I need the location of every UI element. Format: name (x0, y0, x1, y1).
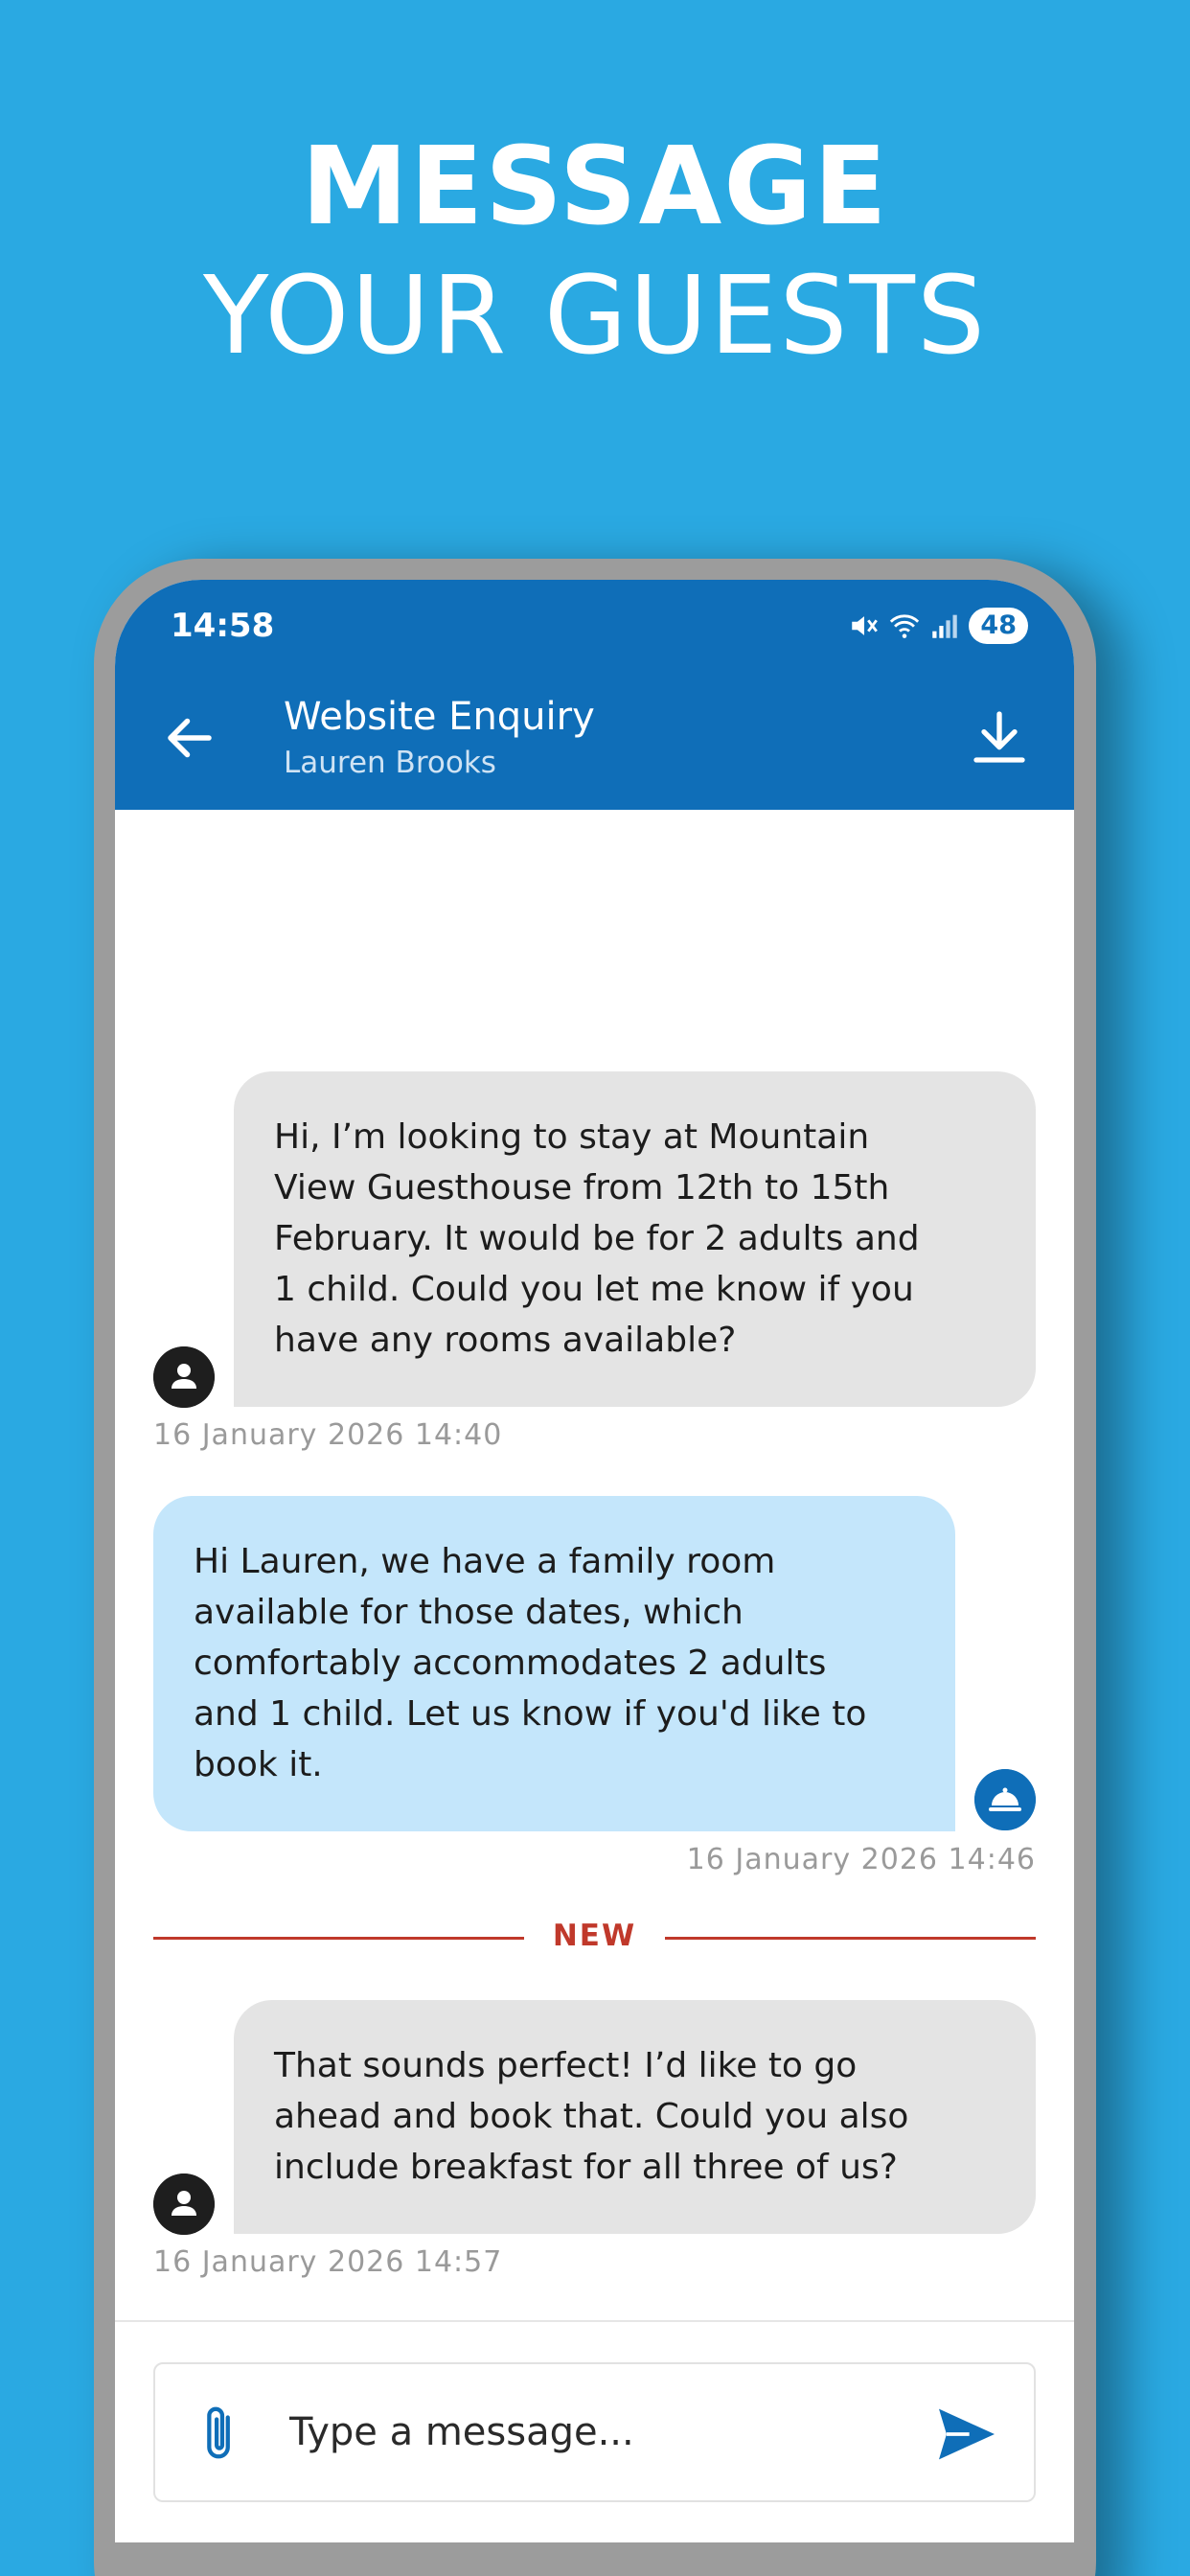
message-bubble-incoming[interactable] (234, 2000, 1036, 2234)
back-arrow-icon[interactable] (161, 709, 218, 767)
message-line: book it. (194, 1745, 323, 1784)
message-bubble-incoming[interactable] (234, 1071, 1036, 1407)
headline-line-1: MESSAGE (301, 125, 889, 249)
status-time: 14:58 (171, 607, 275, 645)
wifi-icon (888, 610, 921, 642)
message-line: available for those dates, which (194, 1593, 744, 1632)
message-line: have any rooms available? (274, 1321, 737, 1360)
message-line: comfortably accommodates 2 adults (194, 1644, 827, 1683)
message-line: 1 child. Could you let me know if you (274, 1270, 914, 1309)
guest-avatar-icon (153, 2174, 215, 2235)
message-timestamp: 16 January 2026 14:40 (153, 1418, 503, 1452)
message-line: Hi, I’m looking to stay at Mountain (274, 1117, 870, 1157)
message-line: and 1 child. Let us know if you'd like to (194, 1694, 867, 1734)
message-bubble-outgoing[interactable] (153, 1496, 955, 1831)
new-divider-right (665, 1937, 1036, 1940)
status-icons (848, 605, 1028, 647)
guest-avatar-icon (153, 1346, 215, 1408)
headline (0, 125, 1190, 383)
message-line: That sounds perfect! I’d like to go (274, 2046, 858, 2085)
app-bar (115, 671, 1074, 810)
message-line: ahead and book that. Could you also (274, 2097, 909, 2136)
message-composer (153, 2362, 1036, 2502)
status-bar (115, 580, 1074, 671)
send-icon[interactable] (936, 2406, 997, 2462)
composer-separator (115, 2320, 1074, 2322)
battery-badge: 48 (969, 608, 1028, 644)
message-line: include breakfast for all three of us? (274, 2148, 898, 2187)
conversation-title: Website Enquiry (284, 695, 595, 739)
attach-icon[interactable] (197, 2403, 243, 2466)
mute-icon (848, 610, 881, 642)
headline-line-2: YOUR GUESTS (203, 254, 987, 379)
message-input[interactable] (289, 2399, 903, 2466)
guest-name: Lauren Brooks (284, 746, 496, 780)
new-divider-label: NEW (552, 1919, 637, 1953)
message-line: February. It would be for 2 adults and (274, 1219, 920, 1258)
message-timestamp: 16 January 2026 14:57 (153, 2245, 503, 2279)
host-bell-icon (974, 1769, 1036, 1830)
signal-icon (928, 610, 961, 642)
phone-screen (115, 580, 1074, 2542)
message-line: Hi Lauren, we have a family room (194, 1542, 776, 1581)
message-line: View Guesthouse from 12th to 15th (274, 1168, 890, 1208)
message-timestamp: 16 January 2026 14:46 (686, 1843, 1036, 1876)
download-icon[interactable] (969, 705, 1030, 769)
